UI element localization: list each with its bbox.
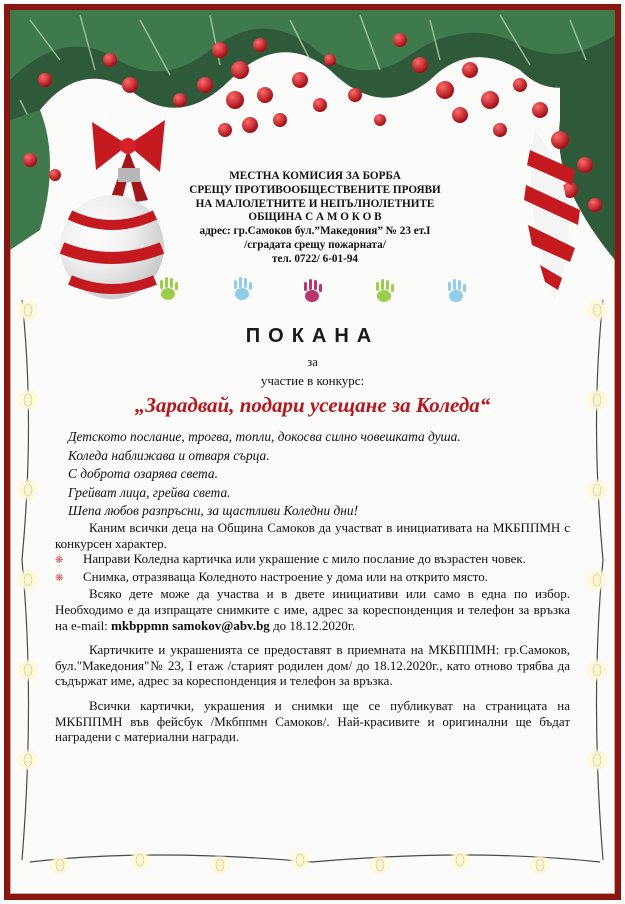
red-bow-icon (92, 120, 165, 202)
poem-line: Коледа наближава и отваря сърца. (68, 447, 270, 463)
flower-bullet-icon: ❋ (55, 555, 64, 567)
email-address: mkbppmn samokov@abv.bg (111, 617, 270, 633)
rules-text: Всяко дете може да участва и в двете инициативи или само в една по избор. Необходимо е да изпращате снимките с име, адрес за кореспонденция и телефон за връзка на e-mail: (55, 586, 570, 633)
deadline-text: до 18.12.2020г. (273, 617, 356, 633)
org-address: адрес: гр.Самоков бул.”Македония” № 23 ет.I (199, 225, 431, 238)
poem-line: Грейват лица, грейва света. (68, 484, 231, 500)
poem (68, 428, 568, 521)
for-label: за (307, 355, 318, 369)
invitation-title: ПОКАНА (245, 325, 380, 347)
delivery-paragraph: Картичките и украшенията се предоставят в приемната на МКБППМН: гр.Самоков, бул."Македония"№ 23, I етаж /старият родилен дом/ до 18.12.2020г., като отново трябва да съдържат име, адрес за кореспонденция и телефон за връзка. (55, 642, 570, 689)
org-line-2: СРЕЩУ ПРОТИВООБЩЕСТВЕНИТЕ ПРОЯВИ (189, 183, 441, 196)
rules-paragraph (55, 586, 570, 633)
organization-header (160, 170, 470, 267)
bullet-text: Снимка, отразяваща Коледното настроение у дома или на открито място. (83, 568, 488, 584)
org-line-4: ОБЩИНА С А М О К О В (248, 211, 382, 224)
org-line-1: МЕСТНА КОМИСИЯ ЗА БОРБА (229, 170, 401, 182)
invitation-body (55, 520, 570, 745)
poem-line: С доброта озарява света. (68, 466, 218, 482)
poem-line: Шепа любов разпръсни, за щастливи Коледни дни! (68, 503, 359, 519)
org-phone: тел. 0722/ 6-01-94 (271, 252, 359, 265)
intro-paragraph: Каним всички деца на Община Самоков да участват в инициативата на МКБППМН с конкурсен характер. (55, 520, 570, 551)
handprints (160, 277, 466, 302)
left-ornament-icon (60, 168, 164, 299)
bullet-item-1 (55, 551, 570, 569)
bullet-item-2 (55, 569, 570, 587)
participation-label: участие в конкурс: (260, 373, 365, 388)
poem-line: Детското послание, трогва, топли, докосва силно човешката душа. (68, 429, 461, 444)
publish-paragraph: Всички картички, украшения и снимки ще се публикуват на страницата на МКБППМН във фейсбук /Мкбппмн Самоков/. Най-красивите и оригинални ще бъдат наградени с материални награди. (55, 697, 570, 745)
org-line-3: НА МАЛОЛЕТНИТЕ И НЕПЪЛНОЛЕТНИТЕ (195, 197, 435, 210)
org-building: /сградата срещу пожарната/ (244, 238, 386, 251)
flower-bullet-icon: ❋ (55, 572, 64, 584)
contest-name: „Зарадвай, подари усещане за Коледа“ (134, 393, 491, 417)
bullet-text: Направи Коледна картичка или украшение с мило послание до възрастен човек. (83, 551, 526, 567)
